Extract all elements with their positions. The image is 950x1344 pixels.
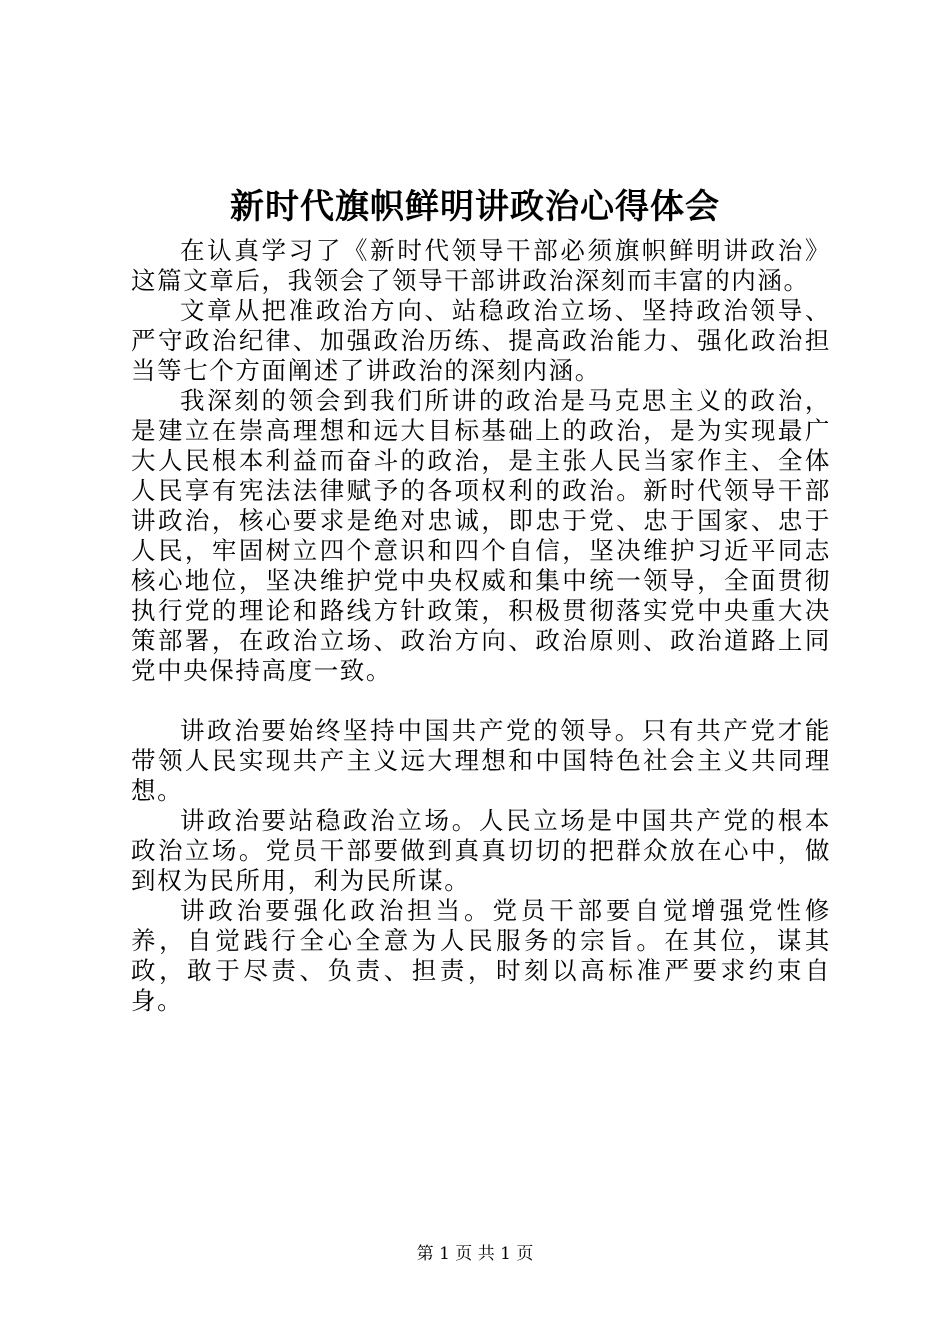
page-footer: 第 1 页 共 1 页: [416, 1244, 534, 1264]
paragraph-understanding: 我深刻的领会到我们所讲的政治是马克思主义的政治，是建立在崇高理想和远大目标基础上的政治，是为实现最广大人民根本利益而奋斗的政治，是主张人民当家作主、全体人民享有宪法法律赋予的各项权利的政治。新时代领导干部讲政治，核心要求是绝对忠诚，即忠于党、忠于国家、忠于人民，牢固树立四个意识和四个自信，坚决维护习近平同志核心地位，坚决维护党中央权威和集中统一领导，全面贯彻执行党的理论和路线方针政策，积极贯彻落实党中央重大决策部署，在政治立场、政治方向、政治原则、政治道路上同党中央保持高度一致。: [131, 386, 831, 685]
paragraph-intro: 在认真学习了《新时代领导干部必须旗帜鲜明讲政治》这篇文章后，我领会了领导干部讲政治深刻而丰富的内涵。: [131, 236, 831, 295]
paragraph-party-leadership: 讲政治要始终坚持中国共产党的领导。只有共产党才能带领人民实现共产主义远大理想和中国特色社会主义共同理想。: [131, 716, 831, 805]
paragraph-spacer: [131, 686, 831, 716]
document-body: [131, 236, 831, 1016]
paragraph-overview: 文章从把准政治方向、站稳政治立场、坚持政治领导、严守政治纪律、加强政治历练、提高政治能力、强化政治担当等七个方面阐述了讲政治的深刻内涵。: [131, 296, 831, 385]
page-title: 新时代旗帜鲜明讲政治心得体会: [230, 187, 720, 227]
paragraph-political-responsibility: 讲政治要强化政治担当。党员干部要自觉增强党性修养，自觉践行全心全意为人民服务的宗旨。在其位，谋其政，敢于尽责、负责、担责，时刻以高标准严要求约束自身。: [131, 896, 831, 1015]
paragraph-political-stance: 讲政治要站稳政治立场。人民立场是中国共产党的根本政治立场。党员干部要做到真真切切的把群众放在心中，做到权为民所用，利为民所谋。: [131, 806, 831, 895]
